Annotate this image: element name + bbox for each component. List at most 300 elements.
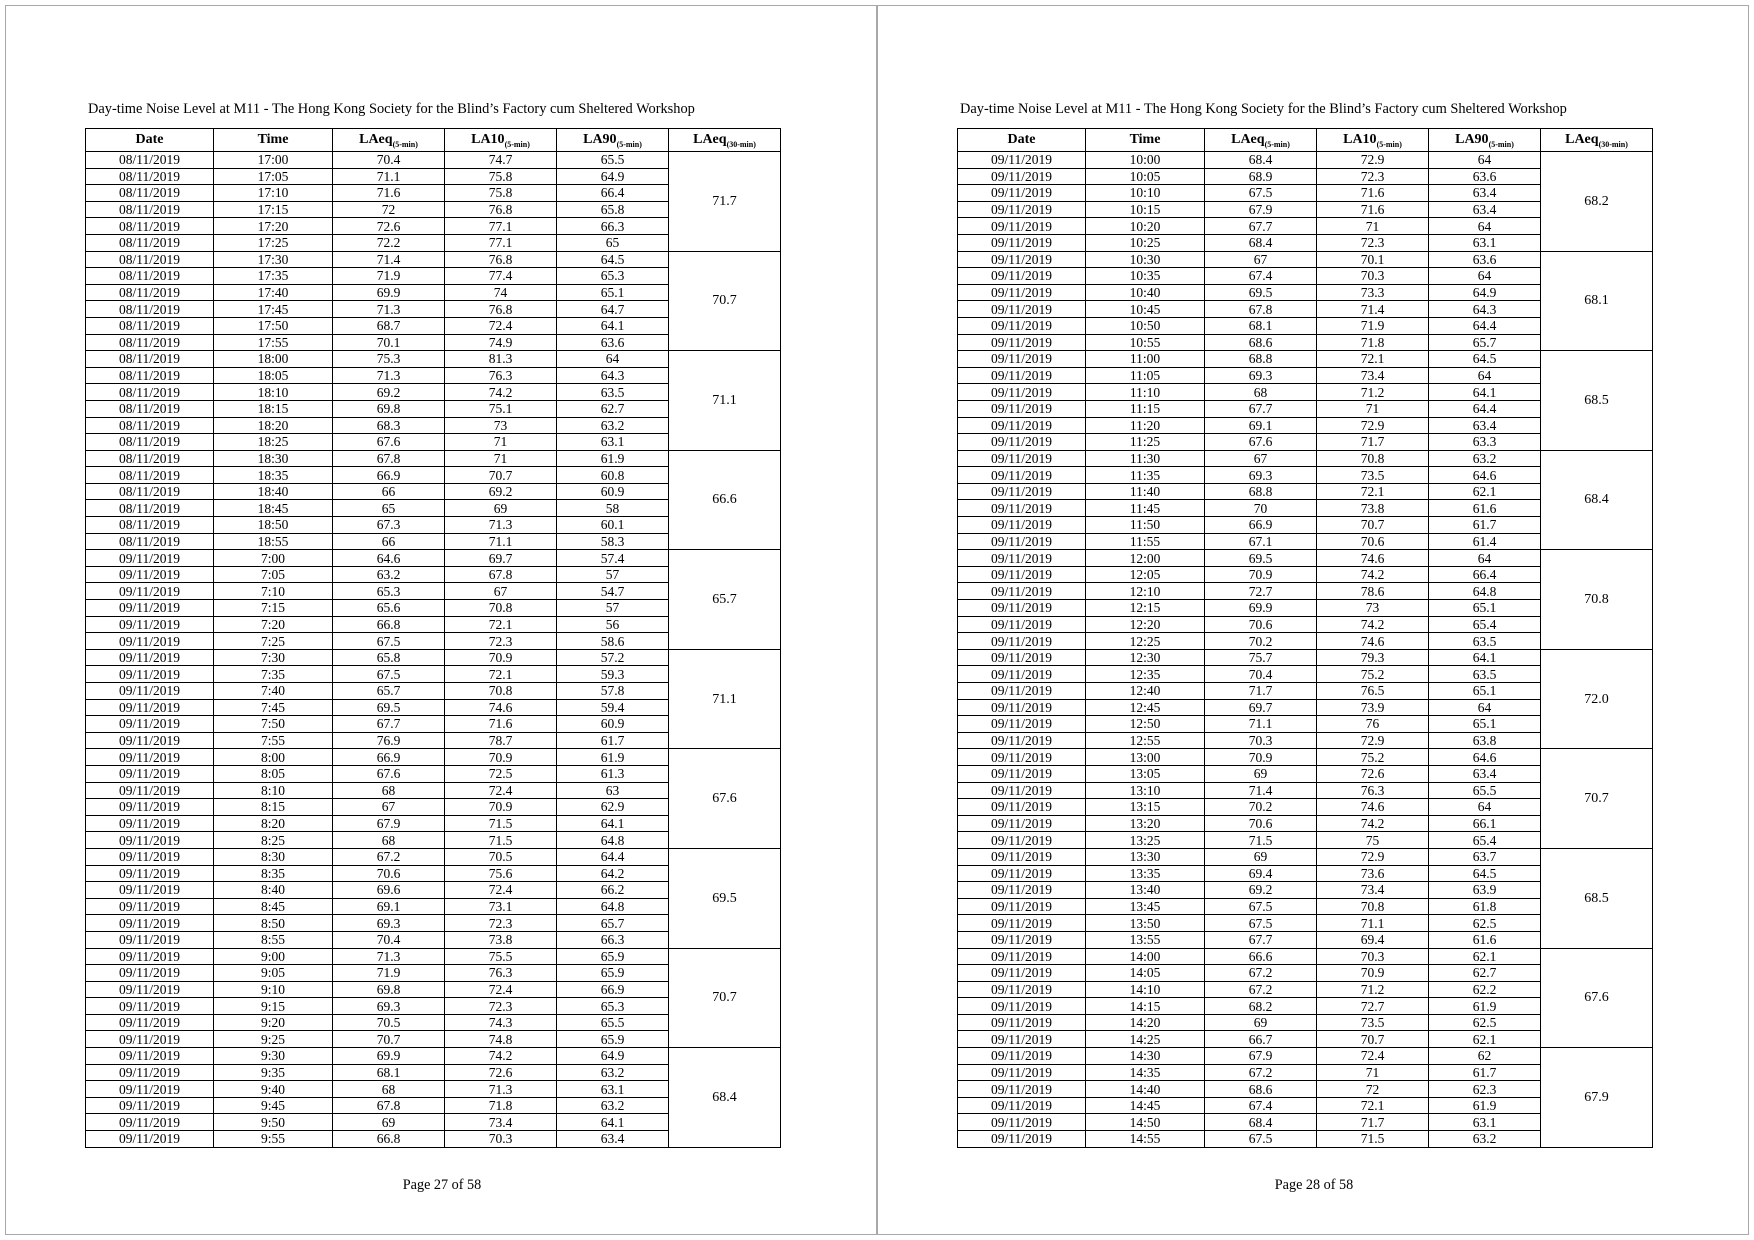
la10-5min-cell: 71.9: [1317, 317, 1429, 334]
time-cell: 10:10: [1086, 185, 1205, 202]
la10-5min-cell: 71.7: [1317, 1114, 1429, 1131]
la10-5min-cell: 72.6: [445, 1064, 557, 1081]
la10-5min-cell: 71.5: [445, 815, 557, 832]
la90-5min-cell: 62.5: [1429, 1014, 1541, 1031]
time-cell: 10:55: [1086, 334, 1205, 351]
laeq-30min-cell: 65.7: [669, 550, 781, 650]
la90-5min-cell: 63.2: [1429, 450, 1541, 467]
time-cell: 10:50: [1086, 317, 1205, 334]
header-laeq-30min: LAeq$_{(30-min)}$: [669, 129, 781, 152]
time-cell: 7:10: [214, 583, 333, 600]
la90-5min-cell: 60.8: [557, 467, 669, 484]
laeq-5min-cell: 69.5: [1205, 550, 1317, 567]
la10-5min-cell: 72.9: [1317, 732, 1429, 749]
la10-5min-cell: 71.8: [445, 1097, 557, 1114]
laeq-5min-cell: 66.6: [1205, 948, 1317, 965]
la10-5min-cell: 72.1: [1317, 483, 1429, 500]
laeq-5min-cell: 65.3: [333, 583, 445, 600]
time-cell: 9:20: [214, 1014, 333, 1031]
time-cell: 7:35: [214, 666, 333, 683]
laeq-5min-cell: 70.4: [1205, 666, 1317, 683]
date-cell: 09/11/2019: [958, 600, 1086, 617]
la10-5min-cell: 77.1: [445, 234, 557, 251]
time-cell: 13:15: [1086, 799, 1205, 816]
la10-5min-cell: 75.8: [445, 185, 557, 202]
la90-5min-cell: 63.4: [1429, 417, 1541, 434]
la10-5min-cell: 71: [1317, 1064, 1429, 1081]
la90-5min-cell: 61.7: [557, 732, 669, 749]
laeq-5min-cell: 71.4: [1205, 782, 1317, 799]
date-cell: 09/11/2019: [958, 234, 1086, 251]
la90-5min-cell: 61.7: [1429, 517, 1541, 534]
time-cell: 9:05: [214, 965, 333, 982]
la90-5min-cell: 65.7: [557, 915, 669, 932]
time-cell: 14:25: [1086, 1031, 1205, 1048]
laeq-5min-cell: 67.5: [1205, 1131, 1317, 1148]
la90-5min-cell: 66.3: [557, 218, 669, 235]
la90-5min-cell: 64.1: [1429, 649, 1541, 666]
time-cell: 7:15: [214, 600, 333, 617]
time-cell: 11:40: [1086, 483, 1205, 500]
time-cell: 8:50: [214, 915, 333, 932]
time-cell: 17:10: [214, 185, 333, 202]
page-title: Day-time Noise Level at M11 - The Hong Kong Society for the Blind’s Factory cum Sheltered Workshop: [88, 101, 695, 117]
date-cell: 09/11/2019: [86, 865, 214, 882]
laeq-5min-cell: 69.1: [1205, 417, 1317, 434]
la10-5min-cell: 76.3: [445, 367, 557, 384]
time-cell: 12:35: [1086, 666, 1205, 683]
laeq-5min-cell: 68.9: [1205, 168, 1317, 185]
date-cell: 09/11/2019: [86, 683, 214, 700]
date-cell: 09/11/2019: [86, 633, 214, 650]
time-cell: 12:55: [1086, 732, 1205, 749]
laeq-5min-cell: 66.8: [333, 1131, 445, 1148]
la90-5min-cell: 64.5: [1429, 865, 1541, 882]
la10-5min-cell: 73.5: [1317, 1014, 1429, 1031]
date-cell: 08/11/2019: [86, 500, 214, 517]
table-row: [958, 152, 1653, 169]
date-cell: 08/11/2019: [86, 367, 214, 384]
time-cell: 11:35: [1086, 467, 1205, 484]
la10-5min-cell: 74.2: [445, 1048, 557, 1065]
la10-5min-cell: 74.6: [1317, 799, 1429, 816]
la90-5min-cell: 62.5: [1429, 915, 1541, 932]
laeq-5min-cell: 64.6: [333, 550, 445, 567]
laeq-5min-cell: 67.2: [1205, 1064, 1317, 1081]
date-cell: 09/11/2019: [86, 1031, 214, 1048]
la90-5min-cell: 63.4: [1429, 185, 1541, 202]
la10-5min-cell: 74: [445, 284, 557, 301]
laeq-30min-cell: 70.7: [669, 251, 781, 351]
la90-5min-cell: 63.8: [1429, 732, 1541, 749]
date-cell: 08/11/2019: [86, 483, 214, 500]
la90-5min-cell: 62.2: [1429, 981, 1541, 998]
laeq-5min-cell: 66.9: [333, 749, 445, 766]
la90-5min-cell: 64.6: [1429, 467, 1541, 484]
la90-5min-cell: 57: [557, 566, 669, 583]
la10-5min-cell: 76.8: [445, 301, 557, 318]
time-cell: 17:25: [214, 234, 333, 251]
date-cell: 09/11/2019: [86, 1097, 214, 1114]
laeq-5min-cell: 71.6: [333, 185, 445, 202]
la90-5min-cell: 65.3: [557, 998, 669, 1015]
time-cell: 8:05: [214, 765, 333, 782]
la90-5min-cell: 65.3: [557, 268, 669, 285]
la10-5min-cell: 78.6: [1317, 583, 1429, 600]
time-cell: 12:05: [1086, 566, 1205, 583]
date-cell: 09/11/2019: [86, 616, 214, 633]
date-cell: 08/11/2019: [86, 351, 214, 368]
la90-5min-cell: 62.3: [1429, 1081, 1541, 1098]
date-cell: 09/11/2019: [958, 566, 1086, 583]
la90-5min-cell: 63.6: [1429, 168, 1541, 185]
la90-5min-cell: 64: [1429, 550, 1541, 567]
la90-5min-cell: 64.9: [557, 168, 669, 185]
la10-5min-cell: 74.6: [1317, 633, 1429, 650]
table-row: [86, 1048, 781, 1065]
la90-5min-cell: 63.2: [557, 1064, 669, 1081]
time-cell: 12:00: [1086, 550, 1205, 567]
la90-5min-cell: 61.9: [557, 450, 669, 467]
la90-5min-cell: 66.4: [1429, 566, 1541, 583]
date-cell: 09/11/2019: [958, 1014, 1086, 1031]
la90-5min-cell: 63.2: [557, 1097, 669, 1114]
laeq-5min-cell: 70.6: [333, 865, 445, 882]
date-cell: 09/11/2019: [958, 782, 1086, 799]
la10-5min-cell: 72: [1317, 1081, 1429, 1098]
date-cell: 08/11/2019: [86, 218, 214, 235]
date-cell: 08/11/2019: [86, 533, 214, 550]
date-cell: 08/11/2019: [86, 450, 214, 467]
date-cell: 09/11/2019: [958, 583, 1086, 600]
laeq-5min-cell: 67.8: [333, 1097, 445, 1114]
date-cell: 09/11/2019: [86, 832, 214, 849]
time-cell: 14:40: [1086, 1081, 1205, 1098]
laeq-5min-cell: 67.6: [333, 765, 445, 782]
time-cell: 18:50: [214, 517, 333, 534]
la90-5min-cell: 64.8: [557, 898, 669, 915]
la90-5min-cell: 61.6: [1429, 500, 1541, 517]
date-cell: 09/11/2019: [86, 1014, 214, 1031]
time-cell: 17:45: [214, 301, 333, 318]
laeq-5min-cell: 71.3: [333, 367, 445, 384]
header-date: Date: [86, 129, 214, 152]
la10-5min-cell: 73.1: [445, 898, 557, 915]
laeq-5min-cell: 67.1: [1205, 533, 1317, 550]
la10-5min-cell: 71: [445, 450, 557, 467]
la10-5min-cell: 74.6: [445, 699, 557, 716]
date-cell: 09/11/2019: [958, 351, 1086, 368]
time-cell: 17:15: [214, 201, 333, 218]
table-row: [958, 848, 1653, 865]
time-cell: 12:10: [1086, 583, 1205, 600]
la90-5min-cell: 59.3: [557, 666, 669, 683]
la10-5min-cell: 70.3: [1317, 948, 1429, 965]
date-cell: 09/11/2019: [958, 1031, 1086, 1048]
la10-5min-cell: 72.4: [1317, 1048, 1429, 1065]
table-row: [86, 749, 781, 766]
date-cell: 09/11/2019: [86, 749, 214, 766]
laeq-30min-cell: 68.1: [1541, 251, 1653, 351]
la10-5min-cell: 81.3: [445, 351, 557, 368]
laeq-5min-cell: 67.3: [333, 517, 445, 534]
noise-table: [85, 128, 781, 1148]
laeq-5min-cell: 68: [333, 832, 445, 849]
laeq-5min-cell: 69.8: [333, 400, 445, 417]
time-cell: 13:50: [1086, 915, 1205, 932]
header-la10-5min: $LA10_{(5-min)}$: [1317, 129, 1429, 152]
la90-5min-cell: 65.4: [1429, 832, 1541, 849]
date-cell: 09/11/2019: [86, 699, 214, 716]
la90-5min-cell: 63.5: [1429, 666, 1541, 683]
laeq-5min-cell: 72.6: [333, 218, 445, 235]
date-cell: 09/11/2019: [958, 832, 1086, 849]
date-cell: 09/11/2019: [958, 367, 1086, 384]
date-cell: 08/11/2019: [86, 234, 214, 251]
laeq-5min-cell: 67.4: [1205, 1097, 1317, 1114]
date-cell: 09/11/2019: [958, 965, 1086, 982]
time-cell: 14:50: [1086, 1114, 1205, 1131]
date-cell: 08/11/2019: [86, 517, 214, 534]
laeq-5min-cell: 70.7: [333, 1031, 445, 1048]
table-row: [86, 848, 781, 865]
la90-5min-cell: 63.1: [557, 1081, 669, 1098]
la90-5min-cell: 63.1: [557, 434, 669, 451]
laeq-5min-cell: 69.5: [333, 699, 445, 716]
laeq-5min-cell: 65.6: [333, 600, 445, 617]
table-row: [958, 749, 1653, 766]
laeq-5min-cell: 72: [333, 201, 445, 218]
la90-5min-cell: 63.5: [557, 384, 669, 401]
la10-5min-cell: 70.3: [1317, 268, 1429, 285]
la90-5min-cell: 64.4: [1429, 317, 1541, 334]
la90-5min-cell: 61.6: [1429, 931, 1541, 948]
time-cell: 10:15: [1086, 201, 1205, 218]
date-cell: 09/11/2019: [86, 799, 214, 816]
la90-5min-cell: 65.1: [1429, 600, 1541, 617]
date-cell: 09/11/2019: [958, 1048, 1086, 1065]
page-28: [877, 5, 1749, 1235]
la10-5min-cell: 69.7: [445, 550, 557, 567]
time-cell: 10:00: [1086, 152, 1205, 169]
date-cell: 09/11/2019: [958, 1064, 1086, 1081]
laeq-5min-cell: 70: [1205, 500, 1317, 517]
laeq-5min-cell: 67.5: [1205, 915, 1317, 932]
la90-5min-cell: 62.1: [1429, 948, 1541, 965]
laeq-5min-cell: 65.7: [333, 683, 445, 700]
date-cell: 09/11/2019: [86, 716, 214, 733]
time-cell: 13:55: [1086, 931, 1205, 948]
laeq-30min-cell: 67.6: [669, 749, 781, 849]
laeq-5min-cell: 71.3: [333, 301, 445, 318]
time-cell: 17:40: [214, 284, 333, 301]
date-cell: 09/11/2019: [958, 467, 1086, 484]
date-cell: 09/11/2019: [86, 898, 214, 915]
table-row: [958, 649, 1653, 666]
la10-5min-cell: 77.1: [445, 218, 557, 235]
date-cell: 08/11/2019: [86, 384, 214, 401]
date-cell: 09/11/2019: [958, 168, 1086, 185]
la90-5min-cell: 63: [557, 782, 669, 799]
time-cell: 18:55: [214, 533, 333, 550]
laeq-5min-cell: 72.7: [1205, 583, 1317, 600]
time-cell: 8:10: [214, 782, 333, 799]
la90-5min-cell: 57.4: [557, 550, 669, 567]
time-cell: 10:40: [1086, 284, 1205, 301]
laeq-5min-cell: 67.8: [1205, 301, 1317, 318]
la10-5min-cell: 71.2: [1317, 981, 1429, 998]
la90-5min-cell: 64.2: [557, 865, 669, 882]
la90-5min-cell: 64.1: [557, 815, 669, 832]
la10-5min-cell: 72.6: [1317, 765, 1429, 782]
la10-5min-cell: 71.2: [1317, 384, 1429, 401]
date-cell: 09/11/2019: [86, 550, 214, 567]
laeq-5min-cell: 68.6: [1205, 1081, 1317, 1098]
la10-5min-cell: 70.7: [1317, 1031, 1429, 1048]
laeq-5min-cell: 71.9: [333, 965, 445, 982]
laeq-5min-cell: 70.9: [1205, 566, 1317, 583]
la10-5min-cell: 67.8: [445, 566, 557, 583]
laeq-5min-cell: 66: [333, 483, 445, 500]
laeq-5min-cell: 68.2: [1205, 998, 1317, 1015]
laeq-5min-cell: 69.2: [333, 384, 445, 401]
date-cell: 08/11/2019: [86, 251, 214, 268]
table-row: [958, 351, 1653, 368]
date-cell: 09/11/2019: [958, 450, 1086, 467]
header-time: Time: [1086, 129, 1205, 152]
date-cell: 09/11/2019: [958, 550, 1086, 567]
time-cell: 11:05: [1086, 367, 1205, 384]
date-cell: 09/11/2019: [958, 799, 1086, 816]
time-cell: 8:55: [214, 931, 333, 948]
time-cell: 11:20: [1086, 417, 1205, 434]
time-cell: 11:10: [1086, 384, 1205, 401]
laeq-5min-cell: 70.4: [333, 931, 445, 948]
la90-5min-cell: 65.9: [557, 948, 669, 965]
laeq-5min-cell: 68.3: [333, 417, 445, 434]
laeq-5min-cell: 67.7: [333, 716, 445, 733]
date-cell: 09/11/2019: [958, 533, 1086, 550]
date-cell: 09/11/2019: [958, 633, 1086, 650]
time-cell: 12:20: [1086, 616, 1205, 633]
la90-5min-cell: 60.1: [557, 517, 669, 534]
la10-5min-cell: 70.9: [445, 649, 557, 666]
la10-5min-cell: 72.1: [1317, 351, 1429, 368]
date-cell: 08/11/2019: [86, 168, 214, 185]
date-cell: 09/11/2019: [958, 301, 1086, 318]
laeq-5min-cell: 69.3: [1205, 467, 1317, 484]
date-cell: 09/11/2019: [958, 384, 1086, 401]
date-cell: 09/11/2019: [958, 317, 1086, 334]
la90-5min-cell: 63.4: [1429, 765, 1541, 782]
la90-5min-cell: 61.4: [1429, 533, 1541, 550]
la10-5min-cell: 67: [445, 583, 557, 600]
la10-5min-cell: 74.8: [445, 1031, 557, 1048]
date-cell: 09/11/2019: [86, 583, 214, 600]
la90-5min-cell: 65.1: [1429, 716, 1541, 733]
time-cell: 7:45: [214, 699, 333, 716]
time-cell: 13:45: [1086, 898, 1205, 915]
date-cell: 08/11/2019: [86, 334, 214, 351]
la10-5min-cell: 70.9: [1317, 965, 1429, 982]
time-cell: 18:40: [214, 483, 333, 500]
la10-5min-cell: 74.7: [445, 152, 557, 169]
la90-5min-cell: 64.7: [557, 301, 669, 318]
la10-5min-cell: 72.4: [445, 882, 557, 899]
date-cell: 09/11/2019: [958, 865, 1086, 882]
time-cell: 7:30: [214, 649, 333, 666]
time-cell: 17:20: [214, 218, 333, 235]
la10-5min-cell: 74.2: [1317, 616, 1429, 633]
la10-5min-cell: 74.9: [445, 334, 557, 351]
laeq-30min-cell: 68.4: [669, 1048, 781, 1148]
time-cell: 9:10: [214, 981, 333, 998]
laeq-5min-cell: 70.6: [1205, 815, 1317, 832]
laeq-30min-cell: 66.6: [669, 450, 781, 550]
time-cell: 18:10: [214, 384, 333, 401]
time-cell: 11:50: [1086, 517, 1205, 534]
date-cell: 09/11/2019: [958, 284, 1086, 301]
la90-5min-cell: 63.3: [1429, 434, 1541, 451]
laeq-5min-cell: 67.9: [1205, 1048, 1317, 1065]
table-row: [958, 251, 1653, 268]
time-cell: 12:40: [1086, 683, 1205, 700]
time-cell: 7:40: [214, 683, 333, 700]
date-cell: 09/11/2019: [86, 566, 214, 583]
header-date: Date: [958, 129, 1086, 152]
time-cell: 12:15: [1086, 600, 1205, 617]
laeq-5min-cell: 69.8: [333, 981, 445, 998]
time-cell: 9:40: [214, 1081, 333, 1098]
time-cell: 13:05: [1086, 765, 1205, 782]
la10-5min-cell: 70.7: [1317, 517, 1429, 534]
laeq-5min-cell: 67.5: [333, 666, 445, 683]
date-cell: 09/11/2019: [958, 218, 1086, 235]
la90-5min-cell: 61.9: [557, 749, 669, 766]
la10-5min-cell: 71.5: [445, 832, 557, 849]
time-cell: 13:35: [1086, 865, 1205, 882]
time-cell: 17:35: [214, 268, 333, 285]
la90-5min-cell: 65.5: [557, 152, 669, 169]
table-row: [86, 152, 781, 169]
laeq-5min-cell: 68.1: [333, 1064, 445, 1081]
laeq-5min-cell: 68: [333, 1081, 445, 1098]
la90-5min-cell: 64: [1429, 699, 1541, 716]
date-cell: 09/11/2019: [958, 898, 1086, 915]
la10-5min-cell: 76.5: [1317, 683, 1429, 700]
la90-5min-cell: 64: [557, 351, 669, 368]
la90-5min-cell: 65.4: [1429, 616, 1541, 633]
header-la90-5min: $LA90_{(5-min)}$: [557, 129, 669, 152]
la10-5min-cell: 70.8: [445, 600, 557, 617]
laeq-5min-cell: 68.1: [1205, 317, 1317, 334]
laeq-5min-cell: 69.9: [333, 1048, 445, 1065]
time-cell: 9:15: [214, 998, 333, 1015]
la90-5min-cell: 61.3: [557, 765, 669, 782]
time-cell: 7:00: [214, 550, 333, 567]
date-cell: 09/11/2019: [86, 1064, 214, 1081]
la10-5min-cell: 76: [1317, 716, 1429, 733]
date-cell: 09/11/2019: [958, 931, 1086, 948]
date-cell: 09/11/2019: [86, 1114, 214, 1131]
time-cell: 18:25: [214, 434, 333, 451]
la10-5min-cell: 70.8: [1317, 898, 1429, 915]
la90-5min-cell: 58.3: [557, 533, 669, 550]
la90-5min-cell: 64.8: [557, 832, 669, 849]
laeq-5min-cell: 67.4: [1205, 268, 1317, 285]
laeq-5min-cell: 71.3: [333, 948, 445, 965]
date-cell: 09/11/2019: [958, 483, 1086, 500]
